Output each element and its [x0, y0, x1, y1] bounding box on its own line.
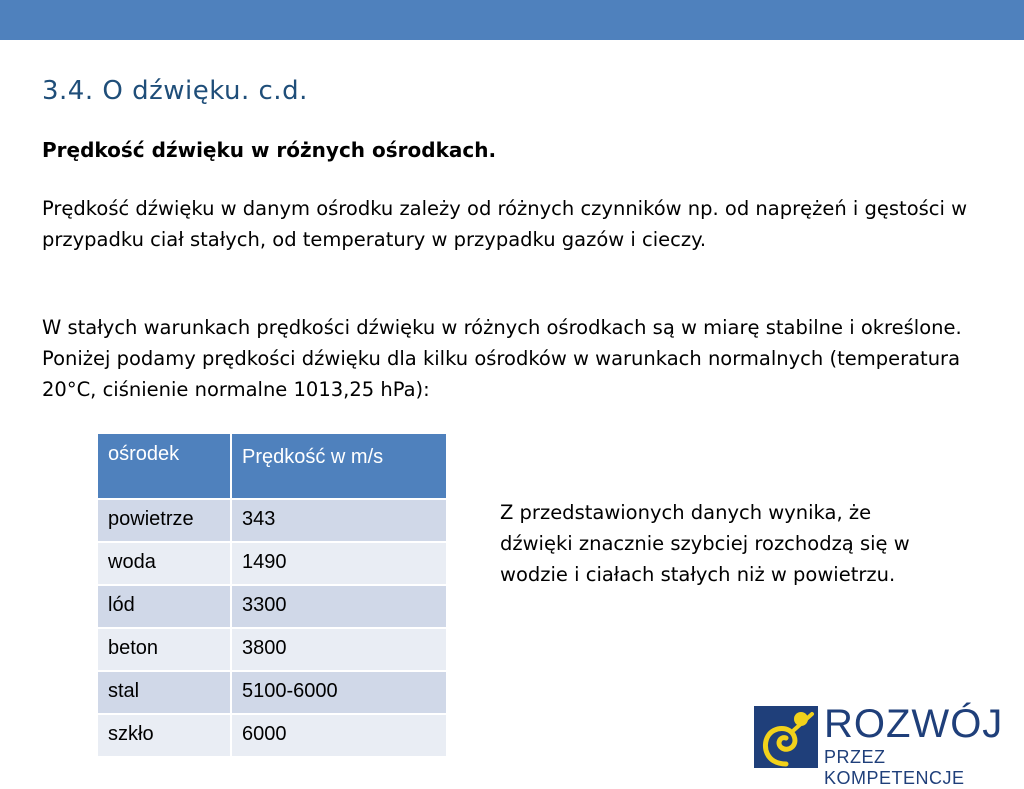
cell-medium: powietrze — [97, 499, 231, 542]
cell-speed: 1490 — [231, 542, 447, 585]
cell-medium: szkło — [97, 714, 231, 757]
rozwoj-logo — [754, 700, 1024, 788]
logo-tagline: PRZEZ KOMPETENCJE — [824, 747, 965, 788]
paragraph-conditions — [42, 312, 1002, 405]
header-speed: Prędkość w m/s — [231, 433, 447, 499]
cell-medium: stal — [97, 671, 231, 714]
conclusion-text: Z przedstawionych danych wynika, że dźwięki znacznie szybciej rozchodzą się w wodzie i ciałach stałych niż w powietrzu. — [500, 501, 910, 586]
cell-medium: lód — [97, 585, 231, 628]
table-row — [97, 542, 447, 585]
paragraph-conditions-line2: Poniżej podamy prędkości dźwięku dla kilku ośrodków w warunkach normalnych (temperatura 20°C, ciśnienie normalne 1013,25 hPa): — [42, 347, 961, 401]
table-row — [97, 628, 447, 671]
header-medium: ośrodek — [97, 433, 231, 499]
table-row — [97, 714, 447, 757]
top-accent-bar — [0, 0, 1024, 40]
speed-table — [96, 432, 448, 758]
table-row — [97, 671, 447, 714]
cell-speed: 3300 — [231, 585, 447, 628]
table-row — [97, 499, 447, 542]
slide-subtitle: Prędkość dźwięku w różnych ośrodkach. — [42, 138, 497, 162]
slide-title: 3.4. O dźwięku. c.d. — [42, 76, 308, 106]
spiral-figure-icon — [754, 706, 818, 768]
logo-wordmark: ROZWÓJ — [824, 702, 1004, 746]
table-header-row — [97, 433, 447, 499]
cell-speed: 343 — [231, 499, 447, 542]
cell-speed: 6000 — [231, 714, 447, 757]
paragraph-conditions-line1: W stałych warunkach prędkości dźwięku w różnych ośrodkach są w miarę stabilne i określone. — [42, 316, 962, 339]
paragraph-intro: Prędkość dźwięku w danym ośrodku zależy od różnych czynników np. od naprężeń i gęstości w przypadku ciał stałych, od temperatury w przypadku gazów i cieczy. — [42, 197, 968, 251]
table-row — [97, 585, 447, 628]
cell-speed: 5100-6000 — [231, 671, 447, 714]
cell-speed: 3800 — [231, 628, 447, 671]
cell-medium: beton — [97, 628, 231, 671]
cell-medium: woda — [97, 542, 231, 585]
